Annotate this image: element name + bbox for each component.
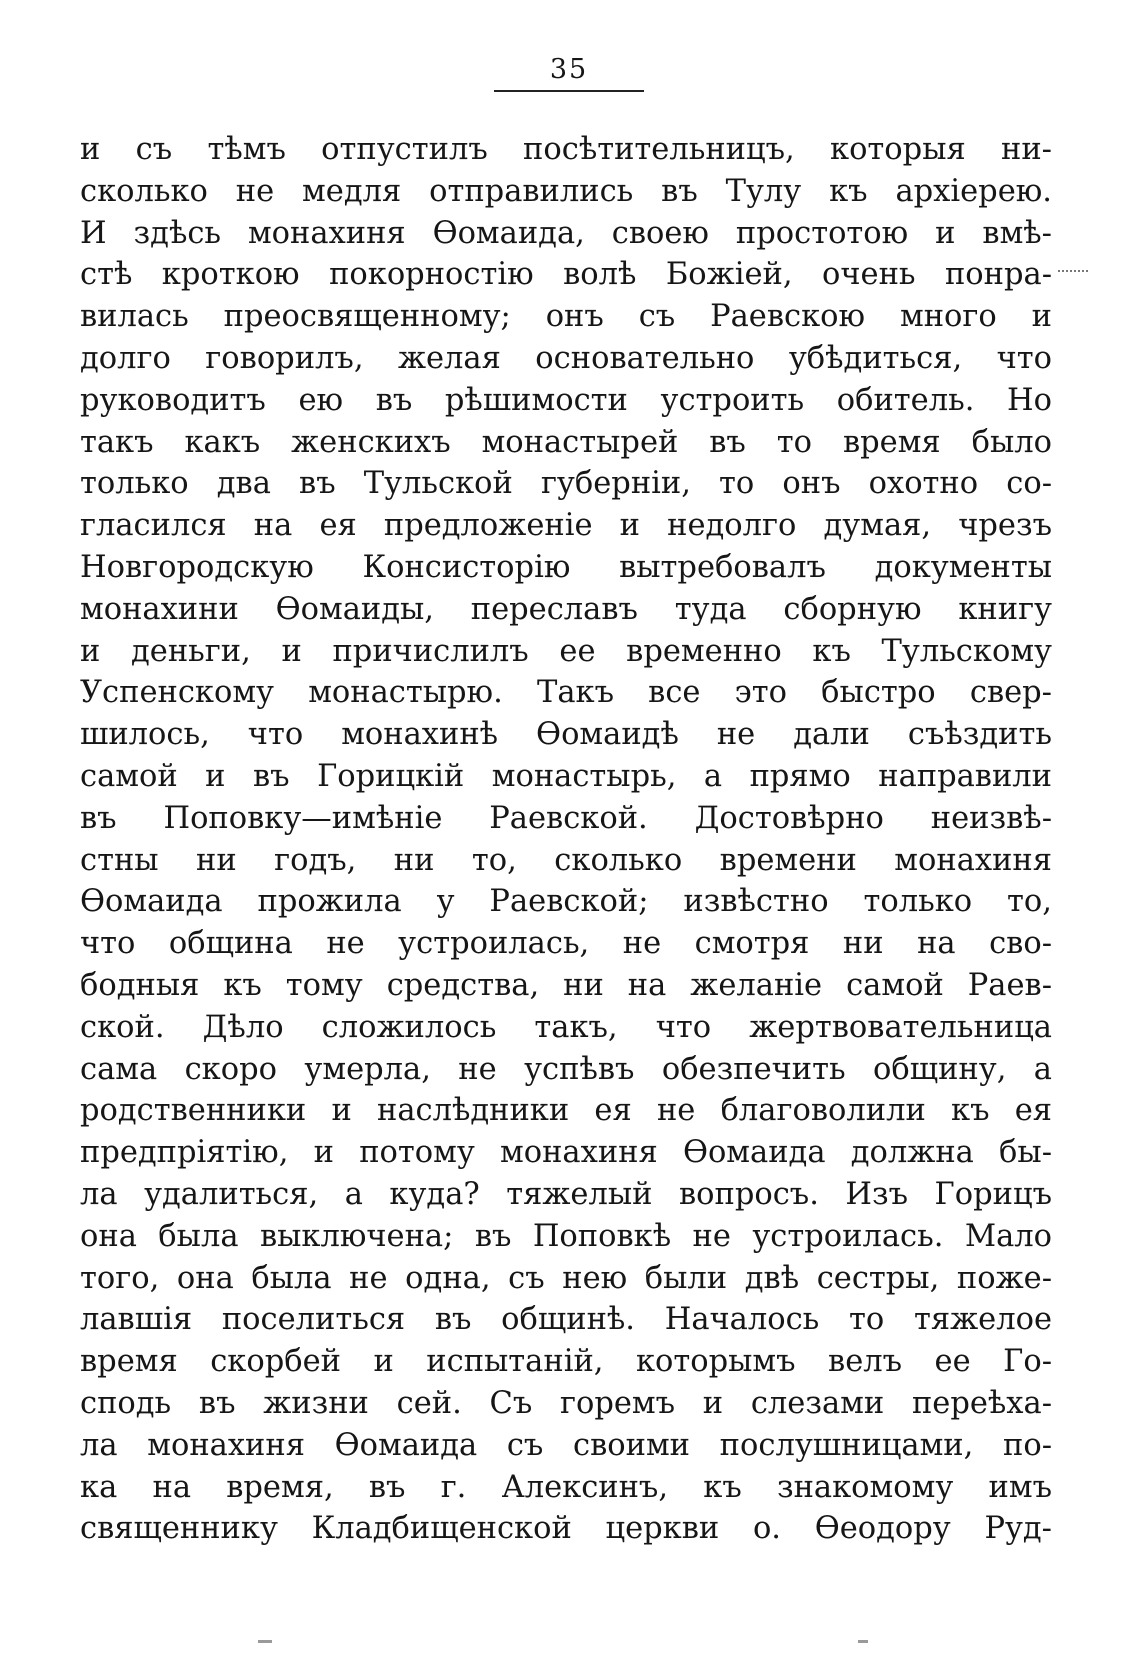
- text-line: Ѳомаида прожила у Раевской; извѣстно только то,: [80, 884, 1052, 920]
- margin-mark: [1058, 270, 1088, 274]
- text-line: такъ какъ женскихъ монастырей въ то время было: [80, 424, 1052, 460]
- text-line: бодныя къ тому средства, ни на желаніе самой Раев-: [80, 967, 1052, 1003]
- body-text: [80, 129, 1052, 1550]
- text-line: ка на время, въ г. Алексинъ, къ знакомому имъ: [80, 1469, 1052, 1505]
- text-line: и съ тѣмъ отпустилъ посѣтительницъ, которыя ни-: [80, 132, 1052, 167]
- text-line: гласился на ея предложеніе и недолго думая, чрезъ: [80, 508, 1052, 544]
- text-line: въ Поповку—имѣніе Раевской. Достовѣрно неизвѣ-: [80, 800, 1052, 836]
- edge-bleed-mark: [258, 1640, 272, 1643]
- text-line: Успенскому монастырю. Такъ все это быстро свер-: [80, 675, 1052, 711]
- text-line: И здѣсь монахиня Ѳомаида, своею простотою и вмѣ-: [80, 215, 1052, 251]
- text-line: и деньги, и причислилъ ее временно къ Тульскому: [80, 633, 1052, 669]
- text-line: что община не устроилась, не смотря ни на сво-: [80, 926, 1052, 962]
- text-line: монахини Ѳомаиды, переславъ туда сборную книгу: [80, 591, 1052, 627]
- edge-bleed-mark: [858, 1640, 868, 1643]
- text-line: ла удалиться, а куда? тяжелый вопросъ. Изъ Горицъ: [80, 1176, 1052, 1212]
- text-line: стны ни годъ, ни то, сколько времени монахиня: [80, 842, 1052, 878]
- text-line: священнику Кладбищенской церкви о. Ѳеодору Руд-: [80, 1511, 1052, 1547]
- text-line: шилось, что монахинѣ Ѳомаидѣ не дали съѣздить: [80, 717, 1052, 753]
- text-line: предпріятію, и потому монахиня Ѳомаида должна бы-: [80, 1135, 1052, 1171]
- text-line: ской. Дѣло сложилось такъ, что жертвовательница: [80, 1009, 1052, 1045]
- text-line: сподь въ жизни сей. Съ горемъ и слезами переѣха-: [80, 1385, 1052, 1421]
- text-line: родственники и наслѣдники ея не благоволили къ ея: [80, 1093, 1052, 1129]
- text-line: долго говорилъ, желая основательно убѣдиться, что: [80, 340, 1052, 376]
- text-line: Новгородскую Консисторію вытребовалъ документы: [80, 549, 1052, 585]
- text-line: сколько не медля отправились въ Тулу къ архіерею.: [80, 173, 1052, 209]
- text-line: самой и въ Горицкій монастырь, а прямо направили: [80, 758, 1052, 794]
- text-line: только два въ Тульской губерніи, то онъ охотно со-: [80, 466, 1052, 502]
- header-rule: [494, 90, 644, 92]
- text-line: стѣ кроткою покорностію волѣ Божіей, очень понра-: [80, 257, 1052, 293]
- text-line: вилась преосвященному; онъ съ Раевскою много и: [80, 299, 1052, 335]
- page-number: 35: [549, 54, 589, 85]
- text-line: время скорбей и испытаній, которымъ велъ ее Го-: [80, 1344, 1052, 1380]
- text-line: того, она была не одна, съ нею были двѣ сестры, поже-: [80, 1260, 1052, 1296]
- text-line: руководитъ ею въ рѣшимости устроить обитель. Но: [80, 382, 1052, 418]
- text-line: сама скоро умерла, не успѣвъ обезпечить общину, а: [80, 1051, 1052, 1087]
- text-line: лавшія поселиться въ общинѣ. Началось то тяжелое: [80, 1302, 1052, 1338]
- text-line: она была выключена; въ Поповкѣ не устроилась. Мало: [80, 1218, 1052, 1254]
- text-line: ла монахиня Ѳомаида съ своими послушницами, по-: [80, 1427, 1052, 1463]
